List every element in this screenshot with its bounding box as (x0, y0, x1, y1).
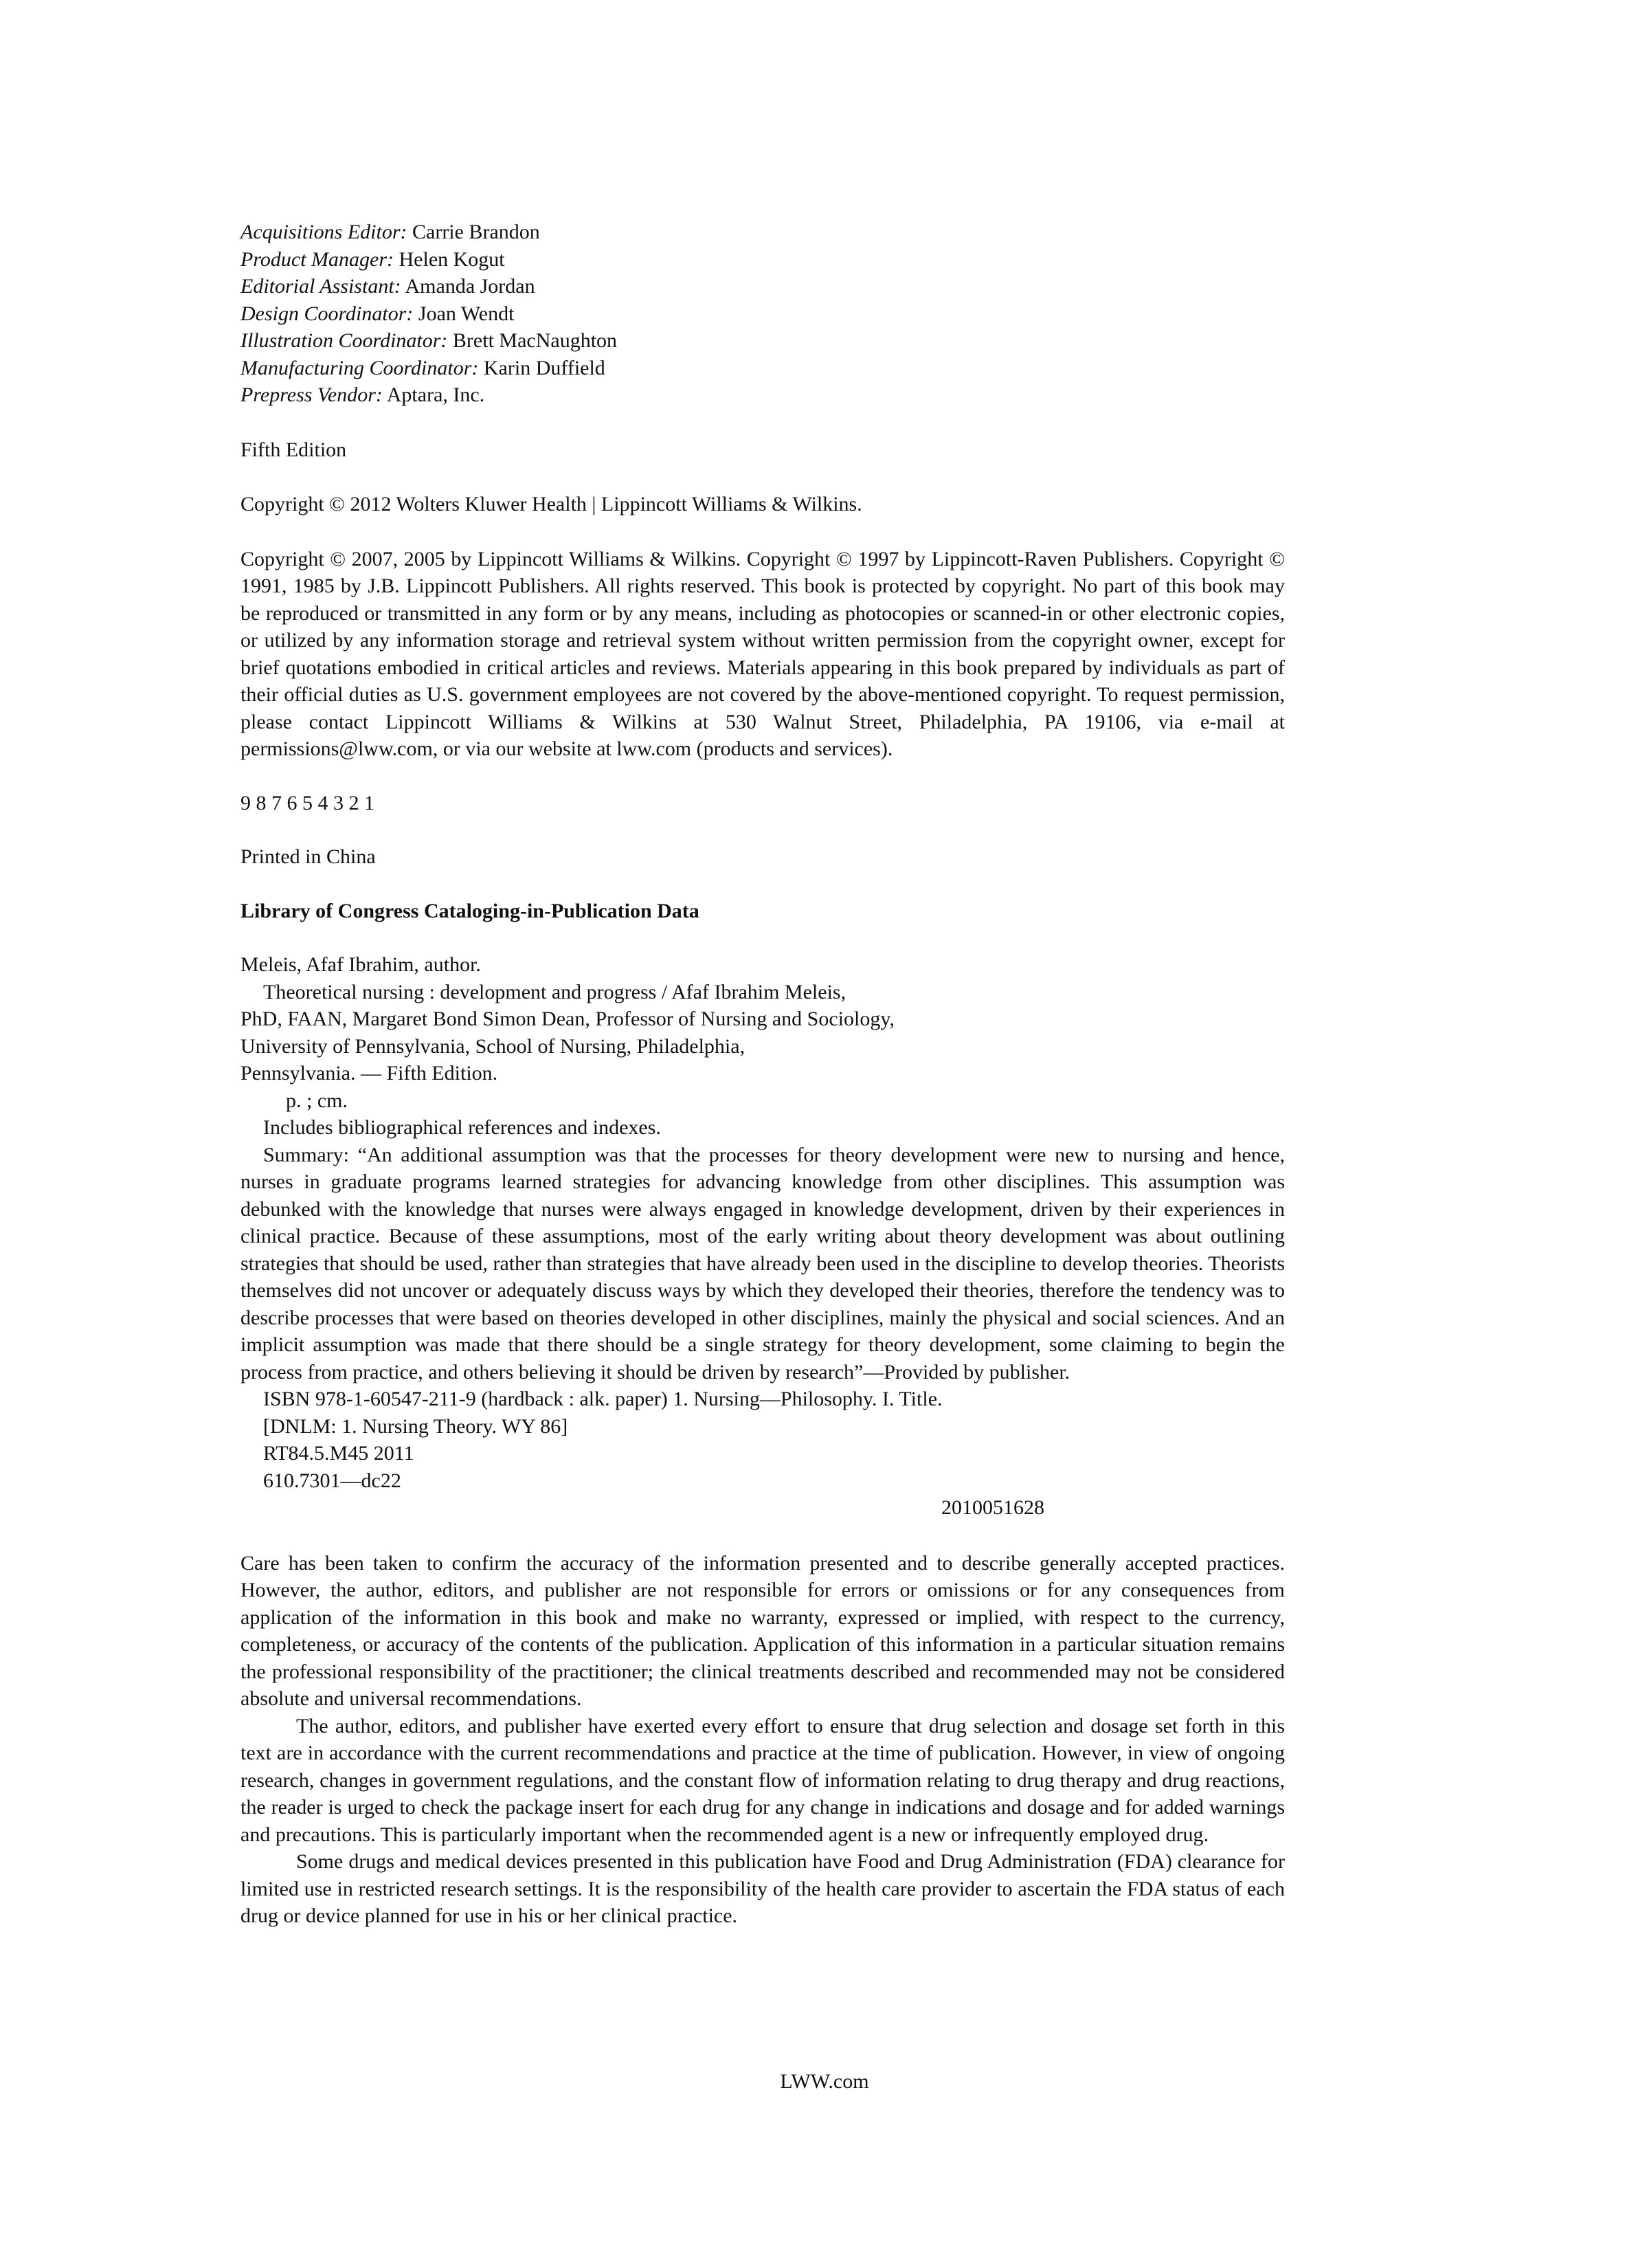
print-line: 9 8 7 6 5 4 3 2 1 (240, 791, 374, 814)
credit-name: Carrie Brandon (407, 221, 540, 243)
disclaimer-paragraph: The author, editors, and publisher have exerted every effort to ensure that drug selection and dosage set forth in this text are in accordance with the current recommendations and practice at the time of publication. However, in view of ongoing research, changes in government regulations, and the constant flow of information relating to drug therapy and drug reactions, the reader is urged to check the package insert for each drug for any change in indications and dosage and for added warnings and precautions. This is particularly important when the recommended agent is a new or infrequently employed drug. (240, 1714, 1285, 1846)
credit-name: Amanda Jordan (401, 275, 535, 298)
credit-role: Acquisitions Editor: (240, 221, 407, 243)
credit-role: Product Manager: (240, 247, 394, 271)
credit-name: Aptara, Inc. (382, 383, 485, 406)
cip-title-line: PhD, FAAN, Margaret Bond Simon Dean, Professor of Nursing and Sociology, (240, 1008, 895, 1030)
cip-heading: Library of Congress Cataloging-in-Publication Data (240, 899, 699, 922)
credit-line (240, 219, 1285, 246)
cip-lccn: 2010051628 (941, 1496, 1044, 1519)
credit-name: Helen Kogut (394, 247, 505, 271)
cip-isbn: ISBN 978-1-60547-211-9 (hardback : alk. paper) 1. Nursing—Philosophy. I. Title. (263, 1388, 943, 1410)
credit-role: Prepress Vendor: (240, 383, 383, 406)
credits-list (240, 219, 1285, 409)
credit-role: Manufacturing Coordinator: (240, 356, 479, 379)
credit-role: Illustration Coordinator: (240, 329, 448, 352)
credit-role: Editorial Assistant: (240, 275, 401, 298)
cip-dewey: 610.7301—dc22 (263, 1469, 401, 1492)
page-body (240, 219, 1285, 1930)
credit-name: Karin Duffield (478, 356, 605, 379)
credit-line (240, 246, 1285, 274)
cip-physical: p. ; cm. (286, 1089, 348, 1112)
credit-line (240, 327, 1285, 355)
cip-dnlm: [DNLM: 1. Nursing Theory. WY 86] (263, 1414, 568, 1438)
credit-line (240, 381, 1285, 409)
cip-title-line: Pennsylvania. — Fifth Edition. (240, 1062, 498, 1085)
cip-summary: Summary: “An additional assumption was that the processes for theory development were new to nursing and hence, nurses in graduate programs learned strategies for advancing knowledge from other disciplines. This assumption was debunked with the knowledge that nurses were always engaged in knowledge development, driven by their experiences in clinical practice. Because of these assumptions, most of the early writing about theory development was about outlining strategies that should be used, rather than strategies that have already been used in the discipline to develop theories. Theorists themselves did not uncover or adequately discuss ways by which they developed their theories, therefore the tendency was to describe processes that were based on theories developed in other disciplines, mainly the physical and social sciences. And an implicit assumption was made that there should be a single strategy for theory development, some claiming to begin the process from practice, and others believing it should be driven by research”—Provided by publisher. (240, 1143, 1285, 1383)
credit-name: Brett MacNaughton (447, 329, 618, 352)
credit-name: Joan Wendt (413, 302, 515, 325)
disclaimer (240, 1550, 1285, 1930)
disclaimer-paragraph: Care has been taken to confirm the accuracy of the information presented and to describe generally accepted practices. However, the author, editors, and publisher are not responsible for errors or omissions or for any consequences from application of the information in this book and make no warranty, expressed or implied, with respect to the currency, completeness, or accuracy of the contents of the publication. Application of this information in a particular situation remains the professional responsibility of the practitioner; the clinical treatments described and recommended may not be considered absolute and universal recommendations. (240, 1551, 1285, 1710)
credit-line (240, 300, 1285, 328)
cip-bibliography: Includes bibliographical references and indexes. (263, 1116, 661, 1139)
cip-title-line: University of Pennsylvania, School of Nursing, Philadelphia, (240, 1034, 745, 1058)
cip-author: Meleis, Afaf Ibrahim, author. (240, 953, 481, 976)
cip-title-line: Theoretical nursing : development and progress / Afaf Ibrahim Meleis, (263, 980, 846, 1003)
credit-line (240, 273, 1285, 300)
copyright-notice: Copyright © 2007, 2005 by Lippincott Williams & Wilkins. Copyright © 1997 by Lippincott-Raven Publishers. Copyright © 1991, 1985 by J.B. Lippincott Publishers. All rights reserved. This book is protected by copyright. No part of this book may be reproduced or transmitted in any form or by any means, including as photocopies or scanned-in or other electronic copies, or utilized by any information storage and retrieval system without written permission from the copyright owner, except for brief quotations embodied in critical articles and reviews. Materials appearing in this book prepared by individuals as part of their official duties as U.S. government employees are not covered by the above-mentioned copyright. To request permission, please contact Lippincott Williams & Wilkins at 530 Walnut Street, Philadelphia, PA 19106, via e-mail at permissions@lww.com, or via our website at lww.com (products and services). (240, 547, 1285, 760)
credit-role: Design Coordinator: (240, 302, 414, 325)
footer-url: LWW.com (780, 2070, 869, 2093)
cip-lc-class: RT84.5.M45 2011 (263, 1442, 414, 1465)
disclaimer-paragraph: Some drugs and medical devices presented in this publication have Food and Drug Administration (FDA) clearance for limited use in restricted research settings. It is the responsibility of the health care provider to ascertain the FDA status of each drug or device planned for use in his or her clinical practice. (240, 1850, 1285, 1927)
copyright-current: Copyright © 2012 Wolters Kluwer Health | Lippincott Williams & Wilkins. (240, 493, 862, 515)
printed-in: Printed in China (240, 845, 376, 868)
credit-line (240, 355, 1285, 382)
cip-block (240, 951, 1285, 1522)
edition: Fifth Edition (240, 438, 347, 461)
